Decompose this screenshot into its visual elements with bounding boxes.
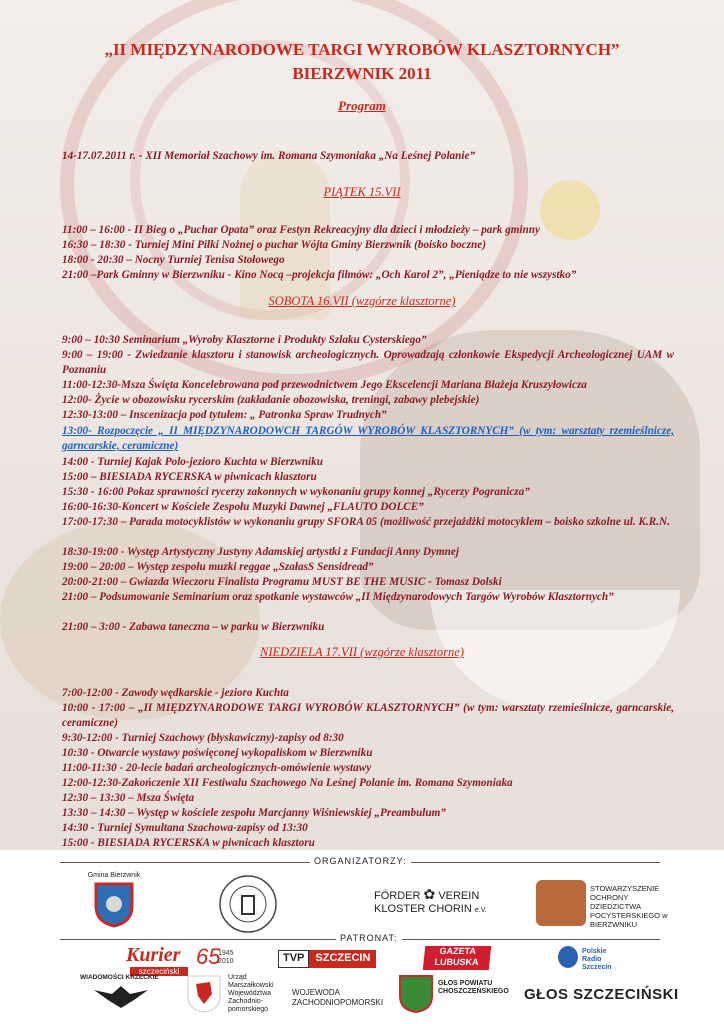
anniversary-years: 1945 2010 (218, 950, 234, 965)
list-item: 18:00 - 20:30 – Nocny Turniej Tenisa Stołowego (62, 254, 285, 266)
poster-subtitle: BIERZWNIK 2011 (292, 64, 432, 83)
list-item: 21:00 – 3:00 - Zabawa taneczna – w parku w Bierzwniku (62, 621, 325, 633)
list-item: 12:30-13:00 – Inscenizacja pod tytułem: „ Patronka Spraw Trudnych” (62, 409, 387, 421)
fair-opening-link[interactable]: 13:00- Rozpoczęcie „ II MIĘDZYNARODOWCH TARGÓW WYROBÓW KLASZTORNYCH” (w tym: warsztaty rzemieślnicze, garncarskie, ceramiczne) (62, 425, 674, 452)
list-item: 11:00 – 16:00 - II Bieg o „Puchar Opata” oraz Festyn Rekreacyjny dla dzieci i młodzieży – park gminny (62, 224, 540, 236)
list-item: 14:30 - Turniej Symultana Szachowa-zapisy od 13:30 (62, 822, 308, 834)
list-item: 16:30 – 18:30 - Turniej Mini Piłki Nożnej o puchar Wójta Gminy Bierzwnik (boisko boczne) (62, 239, 486, 251)
list-item: 10:00 - 17:00 – „II MIĘDZYNARODOWE TARGI WYROBÓW KLASZTORNYCH” (w tym: warsztaty rzemieślnicze, garncarskie, ceramiczne) (62, 702, 674, 729)
stowarzyszenie-emblem (536, 880, 586, 926)
day-saturday: SOBOTA 16.VII (wzgórze klasztorne) (268, 294, 456, 308)
list-item: 12:00- Życie w obozowisku rycerskim (zakładanie obozowiska, treningi, zabawy plebejskie) (62, 394, 480, 406)
list-item: 21:00 – Podsumowanie Seminarium oraz spotkanie wystawców „II Międzynarodowych Targów Wyrobów Klasztornych” (62, 591, 614, 603)
list-item: 9:00 – 10:30 Seminarium „Wyroby Klasztorne i Produkty Szlaku Cysterskiego” (62, 334, 427, 346)
radio-logo: Polskie Radio Szczecin (582, 948, 612, 971)
list-item: 11:00-12:30-Msza Święta Koncelebrowana pod przewodnictwem Jego Ekscelencji Mariana Błażeja Kruszyłowicza (62, 379, 587, 391)
list-item: 16:00-16:30-Koncert w Kościele Zespołu Muzyki Dawnej „FLAUTO DOLCE” (62, 501, 424, 513)
seal-icon (216, 872, 280, 936)
kurier-subtitle: szczeciński (130, 967, 188, 976)
day-friday: PIĄTEK 15.VII (323, 185, 401, 199)
coat-of-arms-icon (92, 880, 136, 928)
list-item: 15:00 – BIESIADA RYCERSKA w piwnicach klasztoru (62, 471, 317, 483)
program-heading: Program (338, 98, 386, 113)
patronage-label: PATRONAT: (336, 933, 402, 943)
list-item: 12:30 – 13:30 – Msza Święta (62, 792, 195, 804)
intro-line: 14-17.07.2011 r. - XII Memoriał Szachowy im. Romana Szymoniaka „Na Leśnej Polanie” (62, 150, 476, 162)
glos-szczecinski-logo: GŁOS SZCZECIŃSKI (524, 986, 679, 1003)
list-item: 18:30-19:00 - Występ Artystyczny Justyny Adamskiej artystki z Fundacji Anny Dymnej (62, 546, 459, 558)
list-item: 20:00-21:00 – Gwiazda Wieczoru Finalista Programu MUST BE THE MUSIC - Tomasz Dolski (62, 576, 502, 588)
list-item: 9:00 – 19:00 - Zwiedzanie klasztoru i stanowisk archeologicznych. Oprowadzają członkowie Ekspedycji Archeologicznej UAM w Poznaniu (62, 349, 674, 376)
stowarzyszenie-logo: STOWARZYSZENIE OCHRONY DZIEDZICTWA POCYSTERSKIEGO w BIERZWNIKU (590, 884, 668, 929)
list-item: 12:00-12:30-Zakończenie XII Festiwalu Szachowego Na Leśnej Polanie im. Romana Szymoniaka (62, 777, 513, 789)
list-item: 10:30 - Otwarcie wystawy poświęconej wykopaliskom w Bierzwniku (62, 747, 373, 759)
organizers-label: ORGANIZATORZY: (310, 856, 411, 866)
list-item: 7:00-12:00 - Zawody wędkarskie - jezioro Kuchta (62, 687, 289, 699)
list-item: 15:00 - BIESIADA RYCERSKA w piwnicach klasztoru (62, 837, 315, 849)
kurier-logo: Kurier (126, 944, 181, 966)
flower-icon: ✿ (423, 886, 436, 902)
day-sunday: NIEDZIELA 17.VII (wzgórze klasztorne) (260, 645, 464, 659)
list-item: 15:30 - 16:00 Pokaz sprawności rycerzy zakonnych w wykonaniu grupy konnej „Rycerzy Pogranicza” (62, 486, 530, 498)
sponsors-footer (0, 850, 724, 1024)
anniversary-number: 65 (196, 944, 221, 969)
list-item: 14:00 - Turniej Kajak Polo-jezioro Kuchta w Bierzwniku (62, 456, 323, 468)
glos-powiatu-logo: GŁOS POWIATU CHOSZCZEŃSKIEGO (438, 980, 509, 995)
list-item: 17:00-17:30 – Parada motocyklistów w wykonaniu grupy SFORA 05 (możliwość przejażdżki motocyklem – boisko szkolne ul. K.R.N. (62, 516, 670, 528)
wiadomosci-logo: WIADOMOŚCI KRZECKIE (80, 974, 159, 981)
forderverein-logo: FÖRDER ✿ VEREIN KLOSTER CHORIN e.V. (374, 886, 487, 915)
list-item: 13:30 – 14:30 – Występ w kościele zespołu Marcjanny Wiśniewskiej „Preambulum” (62, 807, 446, 819)
eagle-icon (86, 982, 156, 1010)
radio-icon (558, 946, 578, 968)
gazeta-lubuska-logo: GAZETA LUBUSKA (423, 946, 492, 970)
griffin-icon (186, 974, 222, 1014)
cistercian-association-logo (216, 872, 280, 936)
tvp-logo: TVP SZCZECIN (278, 950, 376, 968)
urzad-logo: Urząd Marszałkowski Województwa Zachodnio-pomorskiego (228, 974, 274, 1013)
list-item: 19:00 – 20:00 – Występ zespołu muzki reggae „SzałasS Sensidread” (62, 561, 374, 573)
list-item: 11:00-11:30 - 20-lecie badań archeologicznych-omówienie wystawy (62, 762, 372, 774)
list-item: 9:30-12:00 - Turniej Szachowy (błyskawiczny)-zapisy od 8:30 (62, 732, 344, 744)
list-item: 21:00 –Park Gminny w Bierzwniku - Kino Nocą –projekcja filmów: „Och Karol 2”, „Pieniądze to nie wszystko” (62, 269, 577, 281)
poster-title: „II MIĘDZYNARODOWE TARGI WYROBÓW KLASZTORNYCH” (104, 40, 620, 59)
shield-icon (398, 974, 434, 1014)
gmina-logo: Gmina Bierzwnik (84, 872, 144, 932)
wojewoda-logo: WOJEWODA ZACHODNIOPOMORSKI (292, 988, 384, 1007)
